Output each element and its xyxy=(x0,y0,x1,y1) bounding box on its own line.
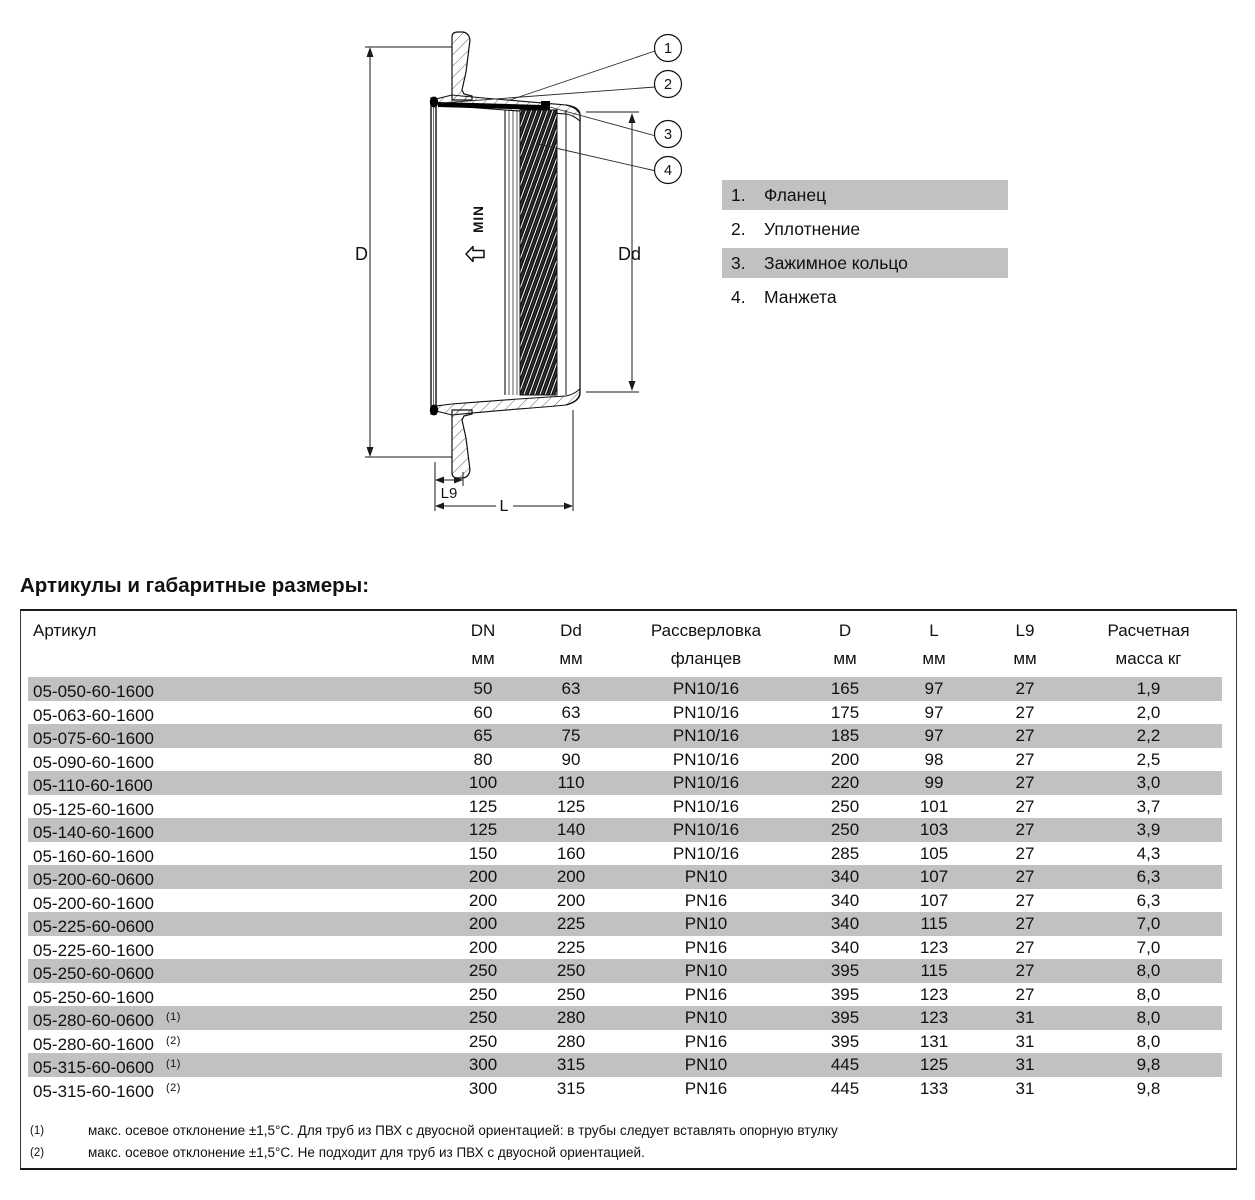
cell-dd: 90 xyxy=(561,749,581,769)
footnote-marker: (2) xyxy=(165,1081,181,1094)
column-header-unit: мм xyxy=(559,649,583,668)
cell-mass: 3,7 xyxy=(1136,796,1161,816)
legend-item xyxy=(722,282,1008,312)
cell-dd: 225 xyxy=(556,937,586,957)
article-code: 05-250-60-0600 xyxy=(33,964,154,983)
cell-dd: 125 xyxy=(556,796,586,816)
table-row xyxy=(28,748,1222,772)
cell-drill: PN16 xyxy=(684,1078,728,1098)
cell-l: 99 xyxy=(924,773,944,792)
cell-l: 123 xyxy=(919,1008,949,1027)
column-header xyxy=(798,611,892,677)
cell-mass: 9,8 xyxy=(1136,1055,1161,1074)
cell-l9: 27 xyxy=(1015,679,1035,698)
cell-d: 340 xyxy=(830,914,860,933)
table-row xyxy=(28,936,1222,960)
cell-l9: 27 xyxy=(1015,890,1035,910)
article-code: 05-110-60-1600 xyxy=(33,776,153,795)
cell-d: 395 xyxy=(830,1008,860,1027)
cell-drill: PN10 xyxy=(684,867,728,886)
cell-d: 395 xyxy=(830,1031,860,1051)
cell-dn: 65 xyxy=(473,726,493,745)
cell-l: 98 xyxy=(924,749,944,769)
cell-l9: 27 xyxy=(1015,749,1035,769)
article-code: 05-200-60-1600 xyxy=(33,893,154,913)
cell-l: 97 xyxy=(924,702,944,722)
table-row xyxy=(28,771,1222,795)
cell-drill: PN10 xyxy=(684,1055,728,1074)
cell-drill: PN10/16 xyxy=(672,726,740,745)
article-code: 05-160-60-1600 xyxy=(33,846,154,866)
article-code: 05-200-60-0600 xyxy=(33,870,154,889)
column-header-unit: мм xyxy=(1013,649,1037,668)
cell-dd: 200 xyxy=(556,867,586,886)
cell-dn: 125 xyxy=(468,796,498,816)
pipe-wall xyxy=(431,98,436,414)
cell-l9: 31 xyxy=(1015,1078,1035,1098)
table-row xyxy=(28,1030,1222,1054)
article-code: 05-050-60-1600 xyxy=(33,682,154,701)
cell-d: 445 xyxy=(830,1055,860,1074)
cell-l9: 27 xyxy=(1015,961,1035,980)
column-header-label: L xyxy=(929,621,939,640)
cell-l9: 27 xyxy=(1015,843,1035,863)
dim-label-dd: Dd xyxy=(618,244,642,264)
cell-l: 105 xyxy=(919,843,949,863)
column-header-label: D xyxy=(838,621,852,640)
cell-dd: 140 xyxy=(556,820,586,839)
cell-l9: 27 xyxy=(1015,984,1035,1004)
cell-drill: PN10 xyxy=(684,914,728,933)
cell-drill: PN16 xyxy=(684,984,728,1004)
cell-mass: 6,3 xyxy=(1136,867,1161,886)
cell-l: 115 xyxy=(920,914,948,933)
cell-dn: 250 xyxy=(468,1008,498,1027)
column-header-label: Артикул xyxy=(33,621,97,640)
flange-ear-bottom xyxy=(452,410,472,478)
cell-dn: 300 xyxy=(468,1078,498,1098)
column-header xyxy=(976,611,1074,677)
table-title: Артикулы и габаритные размеры: xyxy=(20,574,370,597)
cell-mass: 8,0 xyxy=(1136,1031,1161,1051)
cell-l: 107 xyxy=(919,867,949,886)
cell-mass: 2,5 xyxy=(1136,749,1161,769)
cell-dd: 250 xyxy=(556,961,586,980)
cell-dn: 250 xyxy=(468,1031,498,1051)
column-header xyxy=(892,611,976,677)
cell-dd: 315 xyxy=(556,1055,586,1074)
cell-dn: 200 xyxy=(468,890,498,910)
cell-dn: 50 xyxy=(473,679,493,698)
clamp-ring-block xyxy=(541,101,550,110)
cell-dd: 110 xyxy=(557,773,585,792)
cell-l9: 27 xyxy=(1015,796,1035,816)
table-row xyxy=(28,912,1222,936)
bell-mouth xyxy=(566,105,580,405)
column-header-label: Рассверловка xyxy=(650,621,762,640)
cell-l9: 27 xyxy=(1015,726,1035,745)
footnote-text: макс. осевое отклонение ±1,5°C. Для труб из ПВХ с двуосной ориентацией: в трубы следует вставлять опорную втулку xyxy=(88,1123,838,1138)
cell-dn: 80 xyxy=(473,749,493,769)
column-header-unit xyxy=(33,647,438,677)
seal-top xyxy=(430,97,438,108)
cell-dd: 280 xyxy=(556,1008,586,1027)
table-body xyxy=(21,677,1236,1100)
cell-d: 340 xyxy=(830,867,860,886)
technical-drawing xyxy=(340,20,700,520)
dimension-d xyxy=(365,47,452,457)
article-code: 05-140-60-1600 xyxy=(33,823,154,842)
svg-text:4: 4 xyxy=(663,163,673,179)
table-row xyxy=(28,795,1222,819)
dim-label-l: L xyxy=(499,498,509,515)
cell-l: 123 xyxy=(919,984,949,1004)
column-header xyxy=(528,611,614,677)
callout-3 xyxy=(655,121,682,148)
min-arrow-icon xyxy=(466,247,484,262)
cell-l9: 27 xyxy=(1015,773,1035,792)
parts-legend xyxy=(722,180,1008,316)
cell-dn: 300 xyxy=(468,1055,498,1074)
footnote xyxy=(30,1142,1222,1164)
cell-mass: 3,0 xyxy=(1136,773,1161,792)
cell-dn: 200 xyxy=(468,914,498,933)
cell-l: 97 xyxy=(924,679,944,698)
table-header xyxy=(21,611,1236,677)
clamp-ring xyxy=(438,105,542,108)
table-row xyxy=(28,842,1222,866)
cell-mass: 7,0 xyxy=(1136,937,1161,957)
cell-mass: 3,9 xyxy=(1136,820,1161,839)
cell-drill: PN16 xyxy=(684,1031,728,1051)
cell-dn: 250 xyxy=(468,984,498,1004)
cell-drill: PN10/16 xyxy=(672,843,740,863)
footnote-number: (2) xyxy=(30,1147,45,1159)
article-code: 05-315-60-0600 xyxy=(33,1058,154,1077)
cell-drill: PN16 xyxy=(684,937,728,957)
sleeve xyxy=(505,110,517,395)
footnote-marker: (1) xyxy=(165,1058,181,1070)
cell-dd: 280 xyxy=(556,1031,586,1051)
article-code: 05-225-60-1600 xyxy=(33,940,154,960)
cell-article xyxy=(28,1077,438,1104)
cell-mass: 6,3 xyxy=(1136,890,1161,910)
cell-dd: 315 xyxy=(556,1078,586,1098)
legend-item xyxy=(722,248,1008,278)
article-code: 05-250-60-1600 xyxy=(33,987,154,1007)
cell-l: 125 xyxy=(919,1055,949,1074)
cell-d: 175 xyxy=(830,702,860,722)
cell-mass: 7,0 xyxy=(1136,914,1161,933)
cell-d: 200 xyxy=(830,749,860,769)
cell-d: 340 xyxy=(830,890,860,910)
column-header-label: Расчетная xyxy=(1107,621,1190,640)
table-row xyxy=(28,818,1222,842)
table-row xyxy=(28,724,1222,748)
cell-l: 115 xyxy=(920,961,948,980)
cell-dn: 100 xyxy=(468,773,498,792)
cell-mass: 2,0 xyxy=(1136,702,1161,722)
column-header xyxy=(1074,611,1223,677)
cell-drill: PN10/16 xyxy=(672,702,740,722)
cell-l: 133 xyxy=(919,1078,949,1098)
cell-d: 250 xyxy=(830,796,860,816)
cell-d: 250 xyxy=(830,820,860,839)
cell-drill: PN10/16 xyxy=(672,749,740,769)
cell-dd: 250 xyxy=(556,984,586,1004)
cell-d: 395 xyxy=(830,961,860,980)
cell-l9: 27 xyxy=(1015,867,1035,886)
cell-l: 97 xyxy=(924,726,944,745)
cell-mass: 9,8 xyxy=(1136,1078,1161,1098)
callout-1 xyxy=(655,35,682,62)
cell-mass: 4,3 xyxy=(1136,843,1161,863)
footnotes xyxy=(21,1120,1236,1168)
article-code: 05-063-60-1600 xyxy=(33,705,154,725)
cell-d: 445 xyxy=(830,1078,860,1098)
table-row xyxy=(28,1077,1222,1101)
cell-drill: PN16 xyxy=(684,890,728,910)
table-row xyxy=(28,865,1222,889)
cell-dd: 75 xyxy=(561,726,581,745)
cell-dd: 225 xyxy=(556,914,586,933)
cell-l: 131 xyxy=(919,1031,949,1051)
cell-d: 340 xyxy=(830,937,860,957)
cell-mass: 8,0 xyxy=(1136,984,1161,1004)
cell-l: 107 xyxy=(919,890,949,910)
cell-l9: 27 xyxy=(1015,914,1035,933)
article-code: 05-090-60-1600 xyxy=(33,752,154,772)
footnote-number: (1) xyxy=(30,1125,45,1137)
legend-item-number: 1. xyxy=(731,184,746,205)
cell-d: 165 xyxy=(830,679,860,698)
cell-d: 220 xyxy=(830,773,860,792)
column-header-unit: фланцев xyxy=(670,649,742,668)
min-label: MIN xyxy=(471,205,486,233)
svg-text:1: 1 xyxy=(663,41,673,57)
cell-mass: 8,0 xyxy=(1136,961,1161,980)
legend-item-number: 3. xyxy=(731,252,746,273)
cell-dd: 63 xyxy=(561,679,581,698)
table-row xyxy=(28,983,1222,1007)
cell-drill: PN10 xyxy=(684,961,728,980)
column-header-label: DN xyxy=(470,621,496,640)
cell-dn: 125 xyxy=(468,820,498,839)
article-code: 05-125-60-1600 xyxy=(33,799,154,819)
dim-label-l9: L9 xyxy=(440,485,458,502)
seal-bottom xyxy=(430,405,438,416)
cell-drill: PN10/16 xyxy=(672,773,740,792)
cell-l9: 27 xyxy=(1015,937,1035,957)
cell-l: 103 xyxy=(919,820,949,839)
cell-dd: 63 xyxy=(561,702,581,722)
legend-item-number: 4. xyxy=(731,286,746,307)
cell-l9: 27 xyxy=(1015,702,1035,722)
legend-item-label: Зажимное кольцо xyxy=(764,252,908,273)
cell-mass: 2,2 xyxy=(1136,726,1161,745)
article-code: 05-280-60-1600 xyxy=(33,1034,154,1054)
footnote-text: макс. осевое отклонение ±1,5°C. Не подходит для труб из ПВХ с двуосной ориентацией. xyxy=(88,1145,645,1160)
svg-text:2: 2 xyxy=(663,77,673,93)
cell-l9: 31 xyxy=(1015,1055,1035,1074)
grip-band xyxy=(520,110,557,395)
footnote xyxy=(30,1120,1222,1142)
cell-l: 101 xyxy=(919,796,949,816)
legend-item-number: 2. xyxy=(731,218,746,239)
column-header-label: L9 xyxy=(1015,621,1035,640)
footnote-marker: (1) xyxy=(165,1011,181,1023)
cell-mass: 1,9 xyxy=(1136,679,1161,698)
article-code: 05-225-60-0600 xyxy=(33,917,154,936)
legend-item-label: Уплотнение xyxy=(764,218,861,239)
cell-l: 123 xyxy=(919,937,949,957)
cell-d: 185 xyxy=(830,726,860,745)
column-header xyxy=(614,611,798,677)
cell-d: 285 xyxy=(830,843,860,863)
svg-text:3: 3 xyxy=(663,127,673,143)
article-code: 05-280-60-0600 xyxy=(33,1011,154,1030)
cell-l9: 31 xyxy=(1015,1031,1035,1051)
cell-drill: PN10/16 xyxy=(672,820,740,839)
column-header-unit: масса кг xyxy=(1115,649,1182,668)
cell-l9: 31 xyxy=(1015,1008,1035,1027)
cell-drill: PN10/16 xyxy=(672,679,740,698)
table-row xyxy=(28,677,1222,701)
legend-item-label: Фланец xyxy=(764,184,827,205)
cell-mass: 8,0 xyxy=(1136,1008,1161,1027)
column-header xyxy=(438,611,528,677)
cell-d: 395 xyxy=(830,984,860,1004)
footnote-marker: (2) xyxy=(165,1034,181,1047)
column-header-label: Dd xyxy=(560,621,582,640)
table-row xyxy=(28,889,1222,913)
table-row xyxy=(28,1006,1222,1030)
dimensions-table xyxy=(20,609,1237,1170)
article-code: 05-075-60-1600 xyxy=(33,729,154,748)
cell-dn: 150 xyxy=(468,843,498,863)
legend-item-label: Манжета xyxy=(764,286,837,307)
dim-label-d: D xyxy=(355,244,368,264)
column-header-unit: мм xyxy=(471,649,495,668)
column-header-unit: мм xyxy=(922,649,946,668)
column-header xyxy=(28,611,438,677)
column-header-unit: мм xyxy=(833,649,857,668)
article-code: 05-315-60-1600 xyxy=(33,1081,154,1101)
table-row xyxy=(28,701,1222,725)
callout-2 xyxy=(655,71,682,98)
legend-item xyxy=(722,180,1008,210)
cell-dn: 250 xyxy=(468,961,498,980)
cell-drill: PN10/16 xyxy=(672,796,740,816)
cell-dn: 60 xyxy=(473,702,493,722)
table-row xyxy=(28,1053,1222,1077)
cell-drill: PN10 xyxy=(684,1008,728,1027)
flange-ear-top xyxy=(452,32,472,100)
cell-dn: 200 xyxy=(468,867,498,886)
cell-dd: 160 xyxy=(556,843,586,863)
callout-4 xyxy=(655,157,682,184)
cell-dd: 200 xyxy=(556,890,586,910)
legend-item xyxy=(722,214,1008,244)
cell-dn: 200 xyxy=(468,937,498,957)
table-row xyxy=(28,959,1222,983)
cell-l9: 27 xyxy=(1015,820,1035,839)
